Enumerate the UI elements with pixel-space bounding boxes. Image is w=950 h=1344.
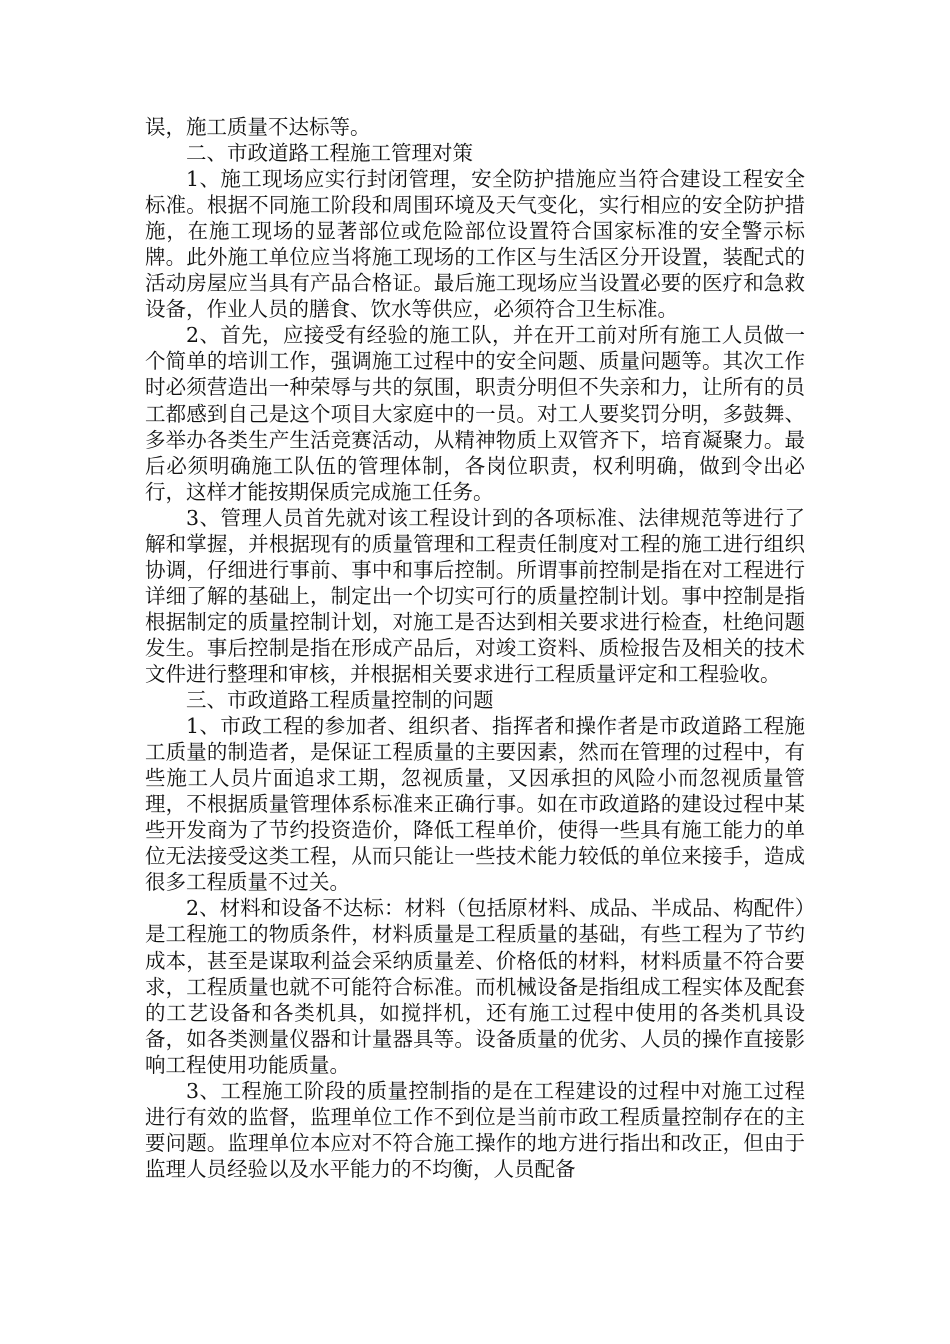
paragraph: 1、施工现场应实行封闭管理，安全防护措施应当符合建设工程安全标准。根据不同施工阶段和周围环境及天气变化，实行相应的安全防护措施，在施工现场的显著部位或危险部位设置符合国家标准的安全警示标牌。此外施工单位应当将施工现场的工作区与生活区分开设置，装配式的活动房屋应当具有产品合格证。最后施工现场应当设置必要的医疗和急救设备，作业人员的膳食、饮水等供应，必须符合卫生标准。 — [145, 167, 805, 322]
paragraph: 3、工程施工阶段的质量控制指的是在工程建设的过程中对施工过程进行有效的监督，监理单位工作不到位是当前市政工程质量控制存在的主要问题。监理单位本应对不符合施工操作的地方进行指出和改正，但由于监理人员经验以及水平能力的不均衡，人员配备 — [145, 1078, 805, 1181]
document-page — [145, 114, 805, 1182]
paragraph: 2、材料和设备不达标：材料（包括原材料、成品、半成品、构配件）是工程施工的物质条件，材料质量是工程质量的基础，有些工程为了节约成本，甚至是谋取利益会采纳质量差、价格低的材料，材料质量不符合要求，工程质量也就不可能符合标准。而机械设备是指组成工程实体及配套的工艺设备和各类机具，如搅拌机，还有施工过程中使用的各类机具设备，如各类测量仪器和计量器具等。设备质量的优劣、人员的操作直接影响工程使用功能质量。 — [145, 896, 805, 1077]
opening-fragment: 误，施工质量不达标等。 — [145, 115, 371, 139]
section-heading-quality-control-problems: 三、市政道路工程质量控制的问题 — [186, 688, 494, 713]
paragraph: 1、市政工程的参加者、组织者、指挥者和操作者是市政道路工程施工质量的制造者，是保证工程质量的主要因素，然而在管理的过程中，有些施工人员片面追求工期，忽视质量，又因承担的风险小而忽视质量管理，不根据质量管理体系标准来正确行事。如在市政道路的建设过程中某些开发商为了节约投资造价，降低工程单价，使得一些具有施工能力的单位无法接受这类工程，从而只能让一些技术能力较低的单位来接手，造成很多工程质量不过关。 — [145, 714, 805, 895]
section-heading-management-countermeasures: 二、市政道路工程施工管理对策 — [186, 141, 473, 166]
paragraph: 3、管理人员首先就对该工程设计到的各项标准、法律规范等进行了解和掌握，并根据现有的质量管理和工程责任制度对工程的施工进行组织协调，仔细进行事前、事中和事后控制。所谓事前控制是指在对工程进行详细了解的基础上，制定出一个切实可行的质量控制计划。事中控制是指根据制定的质量控制计划，对施工是否达到相关要求进行检查，杜绝问题发生。事后控制是指在形成产品后，对竣工资料、质检报告及相关的技术文件进行整理和审核，并根据相关要求进行工程质量评定和工程验收。 — [145, 505, 805, 686]
paragraph: 2、首先，应接受有经验的施工队，并在开工前对所有施工人员做一个简单的培训工作，强调施工过程中的安全问题、质量问题等。其次工作时必须营造出一种荣辱与共的氛围，职责分明但不失亲和力，让所有的员工都感到自己是这个项目大家庭中的一员。对工人要奖罚分明，多鼓舞、多举办各类生产生活竞赛活动，从精神物质上双管齐下，培育凝聚力。最后必须明确施工队伍的管理体制，各岗位职责，权利明确，做到令出必行，这样才能按期保质完成施工任务。 — [145, 323, 805, 504]
